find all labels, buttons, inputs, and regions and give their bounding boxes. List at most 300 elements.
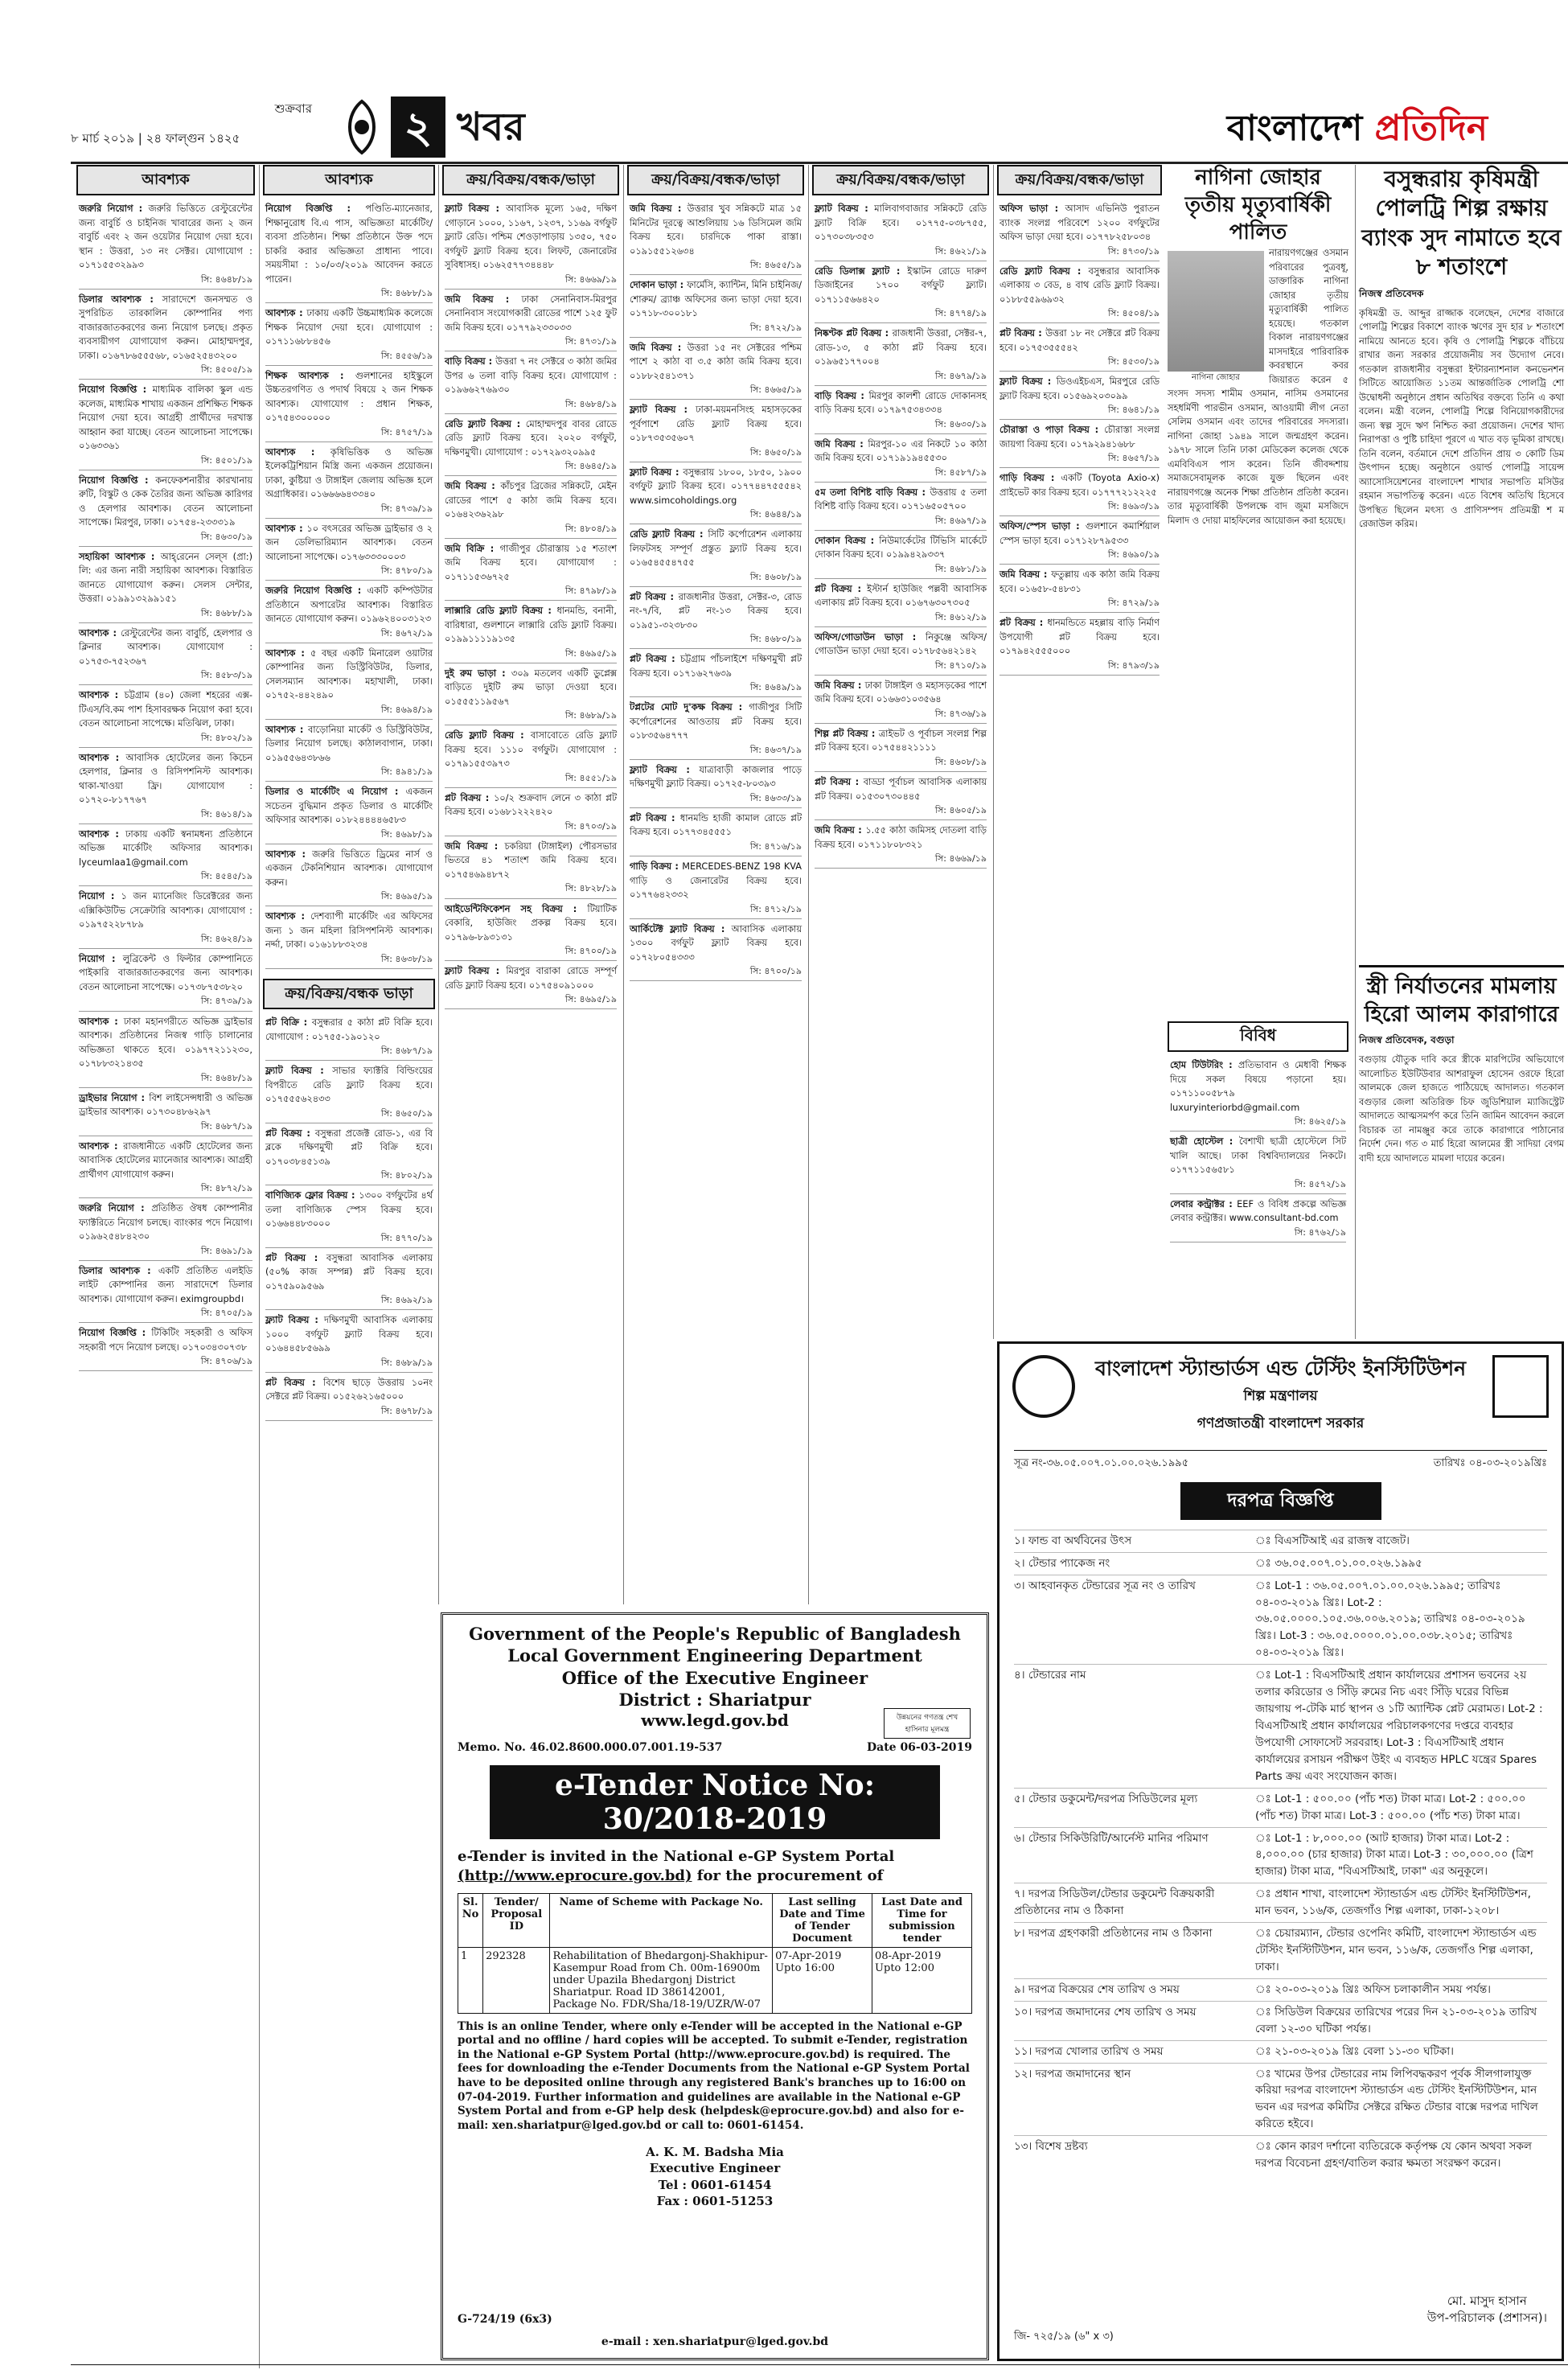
ad-lead: ফ্ল্যাট বিক্রয় : (815, 203, 875, 214)
ad-text: MERCEDES-BENZ 198 KVA গাড়ি ও জেনারেটর বিক্রয় হবে। ০১৭৭৬৪২৩৩২ (630, 861, 802, 901)
masthead (71, 90, 1568, 164)
ad-lead: ডিলার আবশ্যক : (79, 294, 162, 305)
classified-ad (815, 724, 987, 772)
ad-code: সি: ৪৬৪৯/১৯ (749, 682, 802, 693)
ad-text: মালিবাগবাজার সন্নিকটে রেডি ফ্ল্যাট বিক্রি হবে। ০১৭৭৫-০৩৮৭৫৫, ০১৭৩০৩৮৩৫৩ (815, 203, 987, 242)
ad-code: সি: ৪৭৬২/১৯ (1294, 1226, 1346, 1238)
classified-ad (630, 524, 802, 587)
photo-caption: নাগিনা জোহার (1192, 373, 1240, 383)
tender-header (458, 1623, 972, 1711)
classified-ad (265, 519, 433, 581)
signer-title: Executive Engineer (649, 2161, 781, 2176)
ad-text: ডিওএইচএস, মিরপুরে রেডি ফ্ল্যাট বিক্রয় হবে। ০১৫৬৯২০৩০৯৯ (999, 376, 1160, 401)
ad-code: সি: ৪৫০১/১৯ (200, 454, 252, 466)
ad-code: সি: ৪৮৭২/১৯ (200, 1183, 252, 1194)
ad-code: সি: ৪৭১২/১৯ (749, 903, 802, 914)
ad-text: যাত্রাবাড়ী কাজলার পাড়ে দক্ষিণমুখী ফ্ল্যাট বিক্রয়। ০১৭২৫-৮০৩৯৩ (630, 764, 802, 790)
classified-ad (999, 516, 1160, 565)
classified-ad (999, 261, 1160, 324)
classified-ad (79, 949, 252, 1012)
table-header-row (458, 1893, 972, 1947)
classified-ad (445, 414, 617, 477)
classified-column-6 (997, 165, 1162, 679)
brand-part-black: বাংলাদেশ (1226, 108, 1375, 149)
column-rule (1355, 165, 1356, 1339)
notice-row-label: ৮। দরপত্র গ্রহণকারী প্রতিষ্ঠানের নাম ও ঠিকানা (1014, 1927, 1213, 1941)
ad-code: সি: ৪৭৭০/১৯ (380, 1232, 433, 1243)
classified-ad (815, 531, 987, 579)
ad-lead: আবশ্যক : (265, 308, 307, 319)
ad-code: সি: ৪৬৮৭/১৯ (200, 1120, 252, 1132)
signer-name: মো. মাসুদ হাসান (1447, 2294, 1527, 2308)
classified-ad (265, 303, 433, 366)
column-rule (808, 165, 809, 1604)
brand-part-red: প্রতিদিন (1374, 108, 1488, 149)
classified-ad (1170, 1132, 1346, 1194)
classified-ad (79, 1323, 252, 1371)
ad-list (442, 195, 619, 1012)
ad-text: ত্রাইভট ও পূর্বাচল সংলগ্ন শিল্প প্লট বিক্রয় হবে। ০১৭৫৪৪২১১১১ (815, 728, 987, 754)
ad-code: সি: ৪৬৮৯/১৯ (380, 1357, 433, 1368)
classified-ad (265, 1310, 433, 1373)
ad-text: টিকিটিং সহকারী ও অফিস সহকারী পদে নিয়োগ চলছে। ০১৭০৩৪৩০৭৩৮ (79, 1328, 253, 1353)
ad-text: আহ্‌রেনেন সেল্স (প্রা:) লি: এর জন্য নারী সহায়িকা আবশ্যক। বিস্তারিত জানতে যোগাযোগ করুন। সেলস সেন্টার, উত্তরা। ০১৯৯১৩২৯৯১৫১ (79, 551, 253, 605)
ad-code: সি: ৪৮০৪/১৯ (564, 523, 617, 534)
ad-code: সি: ৪৬৬৯/১৯ (564, 273, 617, 285)
classified-ad (265, 1373, 433, 1421)
classified-ad (265, 1061, 433, 1123)
ad-text: গুলশানে কমার্শিয়াল স্পেস ভাড়া হবে। ০১৭১২৮৭৯৫৩৩ (999, 521, 1160, 546)
ad-code: সি: ৪৬৭২/১৯ (380, 627, 433, 639)
ad-text: জরুরি ভিত্তিতে ড্রিমের নার্স ও একজন টেকনিশিয়ান আবশ্যক। যোগাযোগ করুন। (265, 848, 433, 888)
memo-date: Date 06-03-2019 (866, 1741, 972, 1755)
memo-number: Memo. No. 46.02.8600.000.07.001.19-537 (458, 1741, 723, 1755)
ad-lead: জমি বিক্রি : (445, 543, 500, 554)
notice-issuer: বাংলাদেশ স্ট্যান্ডার্ডস এন্ড টেস্টিং ইনস্টিটিউশন (1095, 1357, 1466, 1380)
ad-text: গুলশানের হাইস্কুলে উচ্চতরগণিত ও পদার্থ বিষয়ে ২ জন শিক্ষক আবশ্যক। যোগাযোগ : প্রধান শিক্ষক, ০১৭৫৪৩০০০০০ (265, 370, 433, 424)
ad-text: একটি প্রতিষ্ঠিত এলইডি লাইট কোম্পানির জন্য সারাদেশে ডিলার আবশ্যক। যোগাযোগ করুন। eximgroupbd। (79, 1265, 252, 1304)
notice-row-value: ঃ Lot-1 : ৩৬.০৫.০০৭.০১.০০.০২৬.১৯৯৫; তারিখঃ ০৪-০৩-২০১৯ খ্রিঃ। Lot-2 : ৩৬.০৫.০০০০.১০৫.৩৬.০০৬.২০১৯; তারিখঃ ০৪-০৩-২০১৯ খ্রিঃ। Lot-3 : ৩৬.০৫.০০০০.০১.০০.০৩৮.২০১৫; তারিখঃ ০৪-০৩-২০১৯ খ্রিঃ। (1255, 1579, 1525, 1660)
ad-list (76, 195, 255, 1374)
ad-lead: ফ্ল্যাট বিক্রয় : (265, 1315, 324, 1326)
table-header-cell: Sl. No (458, 1893, 483, 1947)
newspaper-logo (1227, 101, 1488, 160)
classified-ad (630, 856, 802, 919)
ad-code: সি: ৪৬২৪/১৯ (200, 933, 252, 944)
notice-row-value: ঃ কোন কারণ দর্শানো ব্যতিরেকে কর্তৃপক্ষ যে কোন অথবা সকল দরপত্র বিবেচনা গ্রহণ/বাতিল করার ক্ষমতা সংরক্ষণ করেন। (1255, 2140, 1532, 2171)
ad-text: চট্টগ্রাম পাঁচলাইশে দক্ষিণমুখী প্লট বিক্রয় হবে। ০১৭১৬২৭৬৩৯ (630, 654, 802, 679)
classified-ad (999, 372, 1160, 420)
signer-title: উপ-পরিচালক (প্রশাসন)। (1426, 2310, 1547, 2325)
ad-code: সি: ৪৬৫০/১৯ (380, 1107, 433, 1119)
ad-lead: রেডি ফ্ল্যাট বিক্রয় : (445, 418, 526, 429)
ad-code: সি: ৪৫০৪/১৯ (1107, 308, 1160, 319)
masthead-date-block (71, 100, 312, 150)
ad-text: উত্তরা ১৫ নং সেক্টরের পশ্চিম পাশে ২ কাঠা বা ৩.৫ কাঠা জমি বিক্রয় হবে। ০১৮৮২৫৪১৩৭১ (630, 342, 802, 381)
ad-lead: প্লট বিক্রয় : (630, 591, 679, 602)
column-heading: ক্রয়/বিক্রয়/বন্ধক/ভাড়া (442, 165, 619, 195)
ad-code: সি: ৪৫০৫/১৯ (200, 364, 252, 376)
classified-ad (79, 1088, 252, 1136)
ad-text: আবাসিক হোটেলের জন্য কিচেন হেলপার, ক্লিনার ও রিসিপশনিস্ট আবশ্যক। থাকা-খাওয়া ফ্রি। যোগাযোগ : ০১৭২০-৮১৭৭৬৭ (79, 752, 252, 806)
ad-code: সি: ৪৮০২/১৯ (380, 1170, 433, 1181)
ad-code: সি: ৪৬৪৫/১৯ (564, 461, 617, 472)
ad-text: ফতুল্লায় এক কাঠা জমি বিক্রয় হবে। ০১৬৫৮-৫৪৮৩১ (999, 569, 1160, 594)
column-rule (259, 165, 260, 2368)
classified-ad (630, 760, 802, 808)
ad-lead: আবশ্যক : (79, 828, 125, 840)
ad-text: একটি কম্পিউটার প্রতিষ্ঠানে অপারেটর আবশ্যক। বিস্তারিত জানতে যোগাযোগ করুন। ০১৯৬২৪০০৩১২৩ (265, 585, 433, 625)
ad-code: সি: ৪৬৪১/১৯ (1107, 405, 1160, 416)
ad-lead: ৫ম তলা বিশিষ্ট বাড়ি বিক্রয় : (815, 487, 930, 498)
news-article-hero-alom (1359, 965, 1564, 1165)
ad-lead: প্লট বিক্রয় : (265, 1377, 324, 1388)
ad-code: সি: ৪৬৫৭/১৯ (1107, 453, 1160, 464)
ad-text: ইস্টার্ন হাউজিং পল্লবী আবাসিক এলাকায় প্লট বিক্রয় হবে। ০১৬৭৬৩০৭৩০৫ (815, 583, 987, 609)
classified-ad (265, 844, 433, 907)
notice-government: গণপ্রজাতন্ত্রী বাংলাদেশ সরকার (1197, 1415, 1365, 1431)
notice-row-value: ঃ সিডিউল বিক্রয়ের তারিখের পরের দিন ২১-০৩-২০১৯ তারিখ বেলা ১২-৩০ ঘটিকা পর্যন্ত। (1255, 2005, 1537, 2035)
masthead-day: শুক্রবার (274, 101, 312, 116)
table-header-cell: Last selling Date and Time of Tender Document (773, 1893, 872, 1947)
ad-lead: আইডেন্টিফিকেশন সহ বিক্রয় : (445, 903, 588, 914)
ad-text: ঢাকা মহানগরীতে অভিজ্ঞ ড্রাইভার আবশ্যক। প্রতিষ্ঠানের নিজস্ব গাড়ি চালানোর অভিজ্ঞতা থাকতে হবে। ০১৯৭৭২১১২৩০, ০১৭৮৮৩২১৪৩৫ (79, 1016, 252, 1070)
table-cell: 1 (458, 1947, 483, 2013)
ad-code: সি: ৪৭৫৭/১৯ (380, 426, 433, 437)
tender-website[interactable]: www.legd.gov.bd (641, 1711, 789, 1731)
classified-ad (815, 772, 987, 820)
ad-text: ৩০৯ মতলেব একটি ডুপ্লেক্স বাড়িতে দুইটি রুম ভাড়া দেওয়া হবে। ০১৫৫৫১১৯৫৬৭ (445, 667, 617, 707)
table-header-cell: Last Date and Time for submission tender (872, 1893, 972, 1947)
ad-list (263, 1009, 435, 1424)
ad-code: সি: ৪৫৩০/১৯ (1107, 356, 1160, 368)
ad-code: সি: ৪৬৬৯/১৯ (934, 853, 987, 865)
table-body (458, 1947, 972, 2013)
ad-lead: জমি বিক্রয় : (815, 825, 866, 836)
notice-row (1014, 2040, 1547, 2063)
ad-lead: লাক্সারি রেডি ফ্ল্যাট বিক্রয় : (445, 606, 557, 617)
article-body (1168, 246, 1348, 528)
ad-code: সি: ৪৬৮০/১৯ (749, 634, 802, 645)
ad-code: সি: ৪৬৩৭/১৯ (749, 744, 802, 755)
notice-row (1014, 1922, 1547, 1978)
ad-lead: প্লট বিক্রি : (265, 1017, 312, 1029)
classified-ad (815, 199, 987, 261)
classified-ad (630, 587, 802, 650)
ad-text: ঢাকা সেনানিবাস-মিরপুর সেনানিবাস সংযোগকারী রোডের পাশে ১২৫ ফুট জমি বিক্রয় হবে। ০১৭৭৯২৩৩০৩৩ (445, 294, 617, 333)
column-heading: ক্রয়/বিক্রয়/বন্ধক/ভাড়া (812, 165, 989, 195)
ad-text: উত্তরার খুব সন্নিকটে মাত্র ১৫ মিনিটের দূরত্বে আশুলিয়ায় ১৬ ডিসিমেল জমি বিক্রয় হবে। চারদিকে পাকা রাস্তা। ০১৯১৫৫১২৬৩৪ (630, 203, 802, 257)
ad-lead: ডিলার আবশ্যক : (79, 1265, 158, 1276)
ad-text: পণ্ডিতি-ম্যানেজার, শিক্ষানুরোধ বি.এ পাস, অভিজ্ঞতা মার্কেটিং/ব্যবসা প্রতিষ্ঠান। শিক্ষা প্রতিষ্ঠানে উক্ত পদে চাকরি করার অভিজ্ঞতা প্রাধান্য পাবে। সময়সীমা : ১০/০৩/২০১৯ আবেদন করতে পারেন। (265, 203, 433, 285)
table-cell: 292328 (483, 1947, 550, 2013)
ad-text: ইস্কাটন রোডে দারুণ ডিজাইনের ১৭০০ বর্গফুট ফ্ল্যাট। ০১৭১১৫৬৬৪২০ (815, 265, 987, 305)
ad-code: সি: ৪৬৮৮/১৯ (200, 607, 252, 618)
classified-ad (79, 1261, 252, 1324)
ad-lead: শিক্ষক আবশ্যক : (265, 370, 355, 381)
classified-ad (815, 261, 987, 324)
ad-code: সি: ৪৬৪৮/১৯ (200, 273, 252, 285)
ad-lead: নিয়োগ : (79, 953, 123, 964)
column-heading: ক্রয়/বিক্রয়/বন্ধক/ভাড়া (997, 165, 1162, 195)
ad-lead: রেডি ফ্ল্যাট বিক্রয় : (445, 730, 531, 741)
tender-signature (458, 2144, 972, 2209)
section-title: খবর (457, 105, 525, 150)
ad-lead: ফ্ল্যাট বিক্রয় : (630, 466, 683, 478)
ad-text: প্রতিষ্ঠিত ঔষধ কোম্পানীর ফ্যাক্টরিতে নিয়োগ চলছে। ব্যাংকার পদে নিয়োগ। ০১৯৬২৫৪৮৪২৩০ (79, 1203, 252, 1242)
ad-text: কৃষিভিত্তিক ও অভিজ্ঞ ইলেকট্রিশিয়ান মিস্ত্রি জন্য একজন প্রয়োজন। ঢাকা, কুষ্টিয়া ও টাঙ্গাইল জেলায় অভিজ্ঞ হলে অগ্রাধিকার। ০১৬৬৬৬৪৩৩৪০ (265, 446, 433, 500)
ad-text: জরুরি ভিত্তিতে রেস্টুরেন্টের জন্য বাবুর্চি ও চাইনিজ খাবারের জন্য ২ জন বাবুর্চি এবং ২ জন ওয়েটার নিয়োগ দেয়া হবে। স্থান : উত্তরা, ১৩ নং সেক্টর। যোগাযোগ : ০১৭১৫৫৩২৯৯৩ (79, 203, 253, 270)
ad-code: সি: ৪৬৩০/১৯ (934, 418, 987, 429)
notice-title: দরপত্র বিজ্ঞপ্তি (1180, 1482, 1381, 1520)
notice-details (1014, 1530, 1547, 2175)
ad-code: সি: ৪৬৯৪/১৯ (380, 704, 433, 715)
classified-ad (79, 748, 252, 824)
ad-lead: ছাত্রী হোস্টেল : (1170, 1136, 1239, 1148)
ad-text: আবাসিক এলাকায় ১৩০০ বর্গফুট ফ্ল্যাট বিক্রয় হবে। ০১৭২৮০৫৪৩৩৩ (630, 923, 802, 963)
tender-intro (458, 1847, 972, 1887)
classified-ad (445, 899, 617, 962)
notice-row-label: ১। ফান্ড বা অর্থবিনের উৎস (1014, 1534, 1132, 1547)
misc-classifieds (1168, 1021, 1348, 1246)
ad-code: সি: ৪৬২৫/১৯ (1294, 1116, 1346, 1127)
classified-ad (79, 290, 252, 380)
ad-lead: দোকান ভাড়া : (630, 280, 688, 291)
notice-row (1014, 1552, 1547, 1575)
classified-ad (445, 788, 617, 836)
ad-text: ১৩০০ বর্গফুটের ৪র্থ তলা বাণিজ্যিক স্পেস বিক্রয় হবে। ০১৬৬৪৪৮৩০০০ (265, 1190, 433, 1230)
ad-text: প্রতিভাবান ও মেধাবী শিক্ষক দিয়ে সকল বিষয়ে পড়ানো হয়। ০১৭১১০০৫৮৭৯ luxuryinteriorbd@gmail.com (1170, 1060, 1346, 1113)
ad-lead: অফিস/স্পেস ভাড়া : (999, 521, 1086, 532)
ad-code: সি: ৪৬১৪/১৯ (200, 808, 252, 819)
ad-lead: জরুরি নিয়োগ বিজ্ঞপ্তি : (265, 585, 367, 597)
ad-text: মিরপুর বারাকা রোডে সম্পূর্ণ রেডি ফ্ল্যাট বিক্রয় হবে। ০১৭৫৪০৯১০০০ (445, 966, 617, 991)
ad-lead: আবশ্যক : (79, 1016, 124, 1027)
classified-ad (79, 886, 252, 949)
ad-code: সি: ৪৬৭৮/১৯ (380, 1405, 433, 1416)
notice-row (1014, 2063, 1547, 2136)
article-headline: বসুন্ধরায় কৃষিমন্ত্রী পোলট্রি শিল্প রক্ষায় ব্যাংক সুদ নামাতে হবে ৮ শতাংশে (1361, 166, 1562, 281)
classified-ad (630, 462, 802, 525)
notice-row (1014, 1664, 1547, 1787)
notice-row-label: ৩। আহবানকৃত টেন্ডারের সূত্র নং ও তারিখ (1014, 1579, 1196, 1592)
ad-text: ৫ বছর একটি মিনারেল ওয়াটার কোম্পানির জন্য ডিস্ট্রিবিউটর, ডিলার, সেলসম্যান আবশ্যক। মহাখালী, ঢাকা। ০১৭৫২-৪৪২৪৯০ (265, 647, 433, 701)
ad-code: সি: ৪৬০৮/১৯ (934, 756, 987, 767)
notice-row-value: ঃ ২০-০৩-২০১৯ খ্রিঃ অফিস চলাকালীন সময় পর্যন্ত। (1255, 1982, 1491, 1996)
ad-code: সি: ৪৫৮৩/১৯ (200, 670, 252, 681)
classified-ad (999, 565, 1160, 613)
classified-ad (265, 199, 433, 303)
ad-code: সি: ৪৬০৮/১৯ (749, 571, 802, 582)
ad-lead: দোকান বিক্রয় : (815, 535, 880, 546)
ad-lead: জমি বিক্রয় : (445, 481, 501, 492)
ad-code: সি: ৪৭৭৪/১৯ (934, 308, 987, 319)
classified-ad (1170, 1055, 1346, 1132)
classified-ad (815, 386, 987, 434)
classified-ad (265, 1012, 433, 1061)
ad-code: সি: ৪৬৮৭/১৯ (380, 1045, 433, 1057)
ad-text: গাজীপুর সিটি কর্পোরেশনের আওতায় প্লট বিক্রয় হবে। ০১৮৩৫৬৪৭৭৭ (630, 702, 802, 741)
classified-column-1 (76, 165, 255, 1374)
ad-lead: প্লট বিক্রয় : (999, 618, 1048, 629)
ad-lead: টপ্লটের মোট দু'কক্ষ বিক্রয় : (630, 702, 749, 713)
ad-lead: গাড়ি বিক্রয় : (999, 473, 1061, 484)
ad-lead: রেডি ডিলাক্স ফ্ল্যাট : (815, 265, 908, 277)
ad-text: চৌরাস্তা সংলগ্ন জায়গা বিক্রয় হবে। ০১৭৯২৯৪১৬৮৮ (999, 425, 1160, 450)
ad-lead: বাড়ি বিক্রয় : (445, 356, 496, 368)
ad-lead: আবশ্যক : (79, 690, 125, 701)
ad-code: সি: ৪৭০৩/১৯ (564, 820, 617, 832)
ad-text: উত্তরা ৭ নং সেক্টরে ৩ কাঠা জমির উপর ৬ তলা বাড়ি বিক্রয় হবে। যোগাযোগ : ০১৯৬৬২৭৬৯৩০ (445, 356, 617, 396)
notice-row-value: ঃ বিএসটিআই এর রাজস্ব বাজেট। (1255, 1534, 1410, 1547)
ad-lead: প্লট বিক্রয় : (630, 812, 680, 824)
ad-text: ঢাকা-ময়মনসিংহ মহাসড়কের পূর্বপাশে রেডি ফ্ল্যাট বিক্রয় হবে। ০১৮৭৩৫৩৫৬০৭ (630, 405, 802, 444)
ad-lead: জমি বিক্রয় : (815, 438, 868, 450)
ad-text: আবাসিক মূল্যে ১৬৫, দক্ষিণ গোড়ানে ১০০০, ১১৬৭, ১২৩৭, ১১৬৯ বর্গফুট ফ্ল্যাট রেডি। পশ্চিম শেওড়াপাড়ায় ১৩৫০, ৭৫০ বর্গফুট ফ্ল্যাট বিক্রয় হবে। লিফট, জেনারেটর সুবিধাসহ। ০১৬২৫৭৭৩৪৪৪৮ (445, 203, 617, 270)
ad-code: সি: ৪৬৪৮/১৯ (200, 1072, 252, 1083)
classified-ad (445, 961, 617, 1009)
ad-text: দেশব্যাপী মার্কেটিং এর অফিসের জন্য ১ জন মহিলা রিসিপশনিস্ট আবশ্যক। নর্দ্দা, ঢাকা। ০১৬১৮৮৩২৩৪ (265, 911, 433, 951)
classified-ad (815, 676, 987, 724)
ad-lead: নিয়োগ বিজ্ঞপ্তি : (79, 1328, 152, 1339)
classified-ad (265, 782, 433, 844)
classified-ad (445, 290, 617, 352)
ad-code: সি: ৪৬৯৫/১৯ (564, 647, 617, 659)
classified-ad (79, 623, 252, 686)
ad-code: সি: ৪৭৮০/১৯ (380, 565, 433, 577)
ad-text: আসাদ এভিনিউ পুরাতন ব্যাংক সংলগ্ন পরিবেশে ১২০০ বর্গফুটের অফিস ভাড়া দেয়া হবে। ০১৭৭৮২৫৮০৩৪ (999, 203, 1160, 242)
ad-lead: শিল্প প্লট বিক্রয় : (815, 728, 879, 739)
ad-lead: আবশ্যক : (79, 1140, 124, 1152)
ad-text: সারাদেশে জনসম্মত ও সুপরিচিত তারকালিন কোম্পানির পণ্য বাজারজাতকরণের জন্য নিয়োগ চলছে। প্রকৃত ব্যবসায়ীগণ যোগাযোগ করুন। মোহাম্মদপুর, ঢাকা। ০১৬৭৮৬৫৫৫৬৮, ০১৬৫২৫৪৩২০০ (79, 294, 252, 361)
classified-ad (265, 643, 433, 720)
ad-text: ১ জন ম্যানেজিং ডিরেক্টরের জন্য এক্সিকিউটিভ সেক্রেটারি আবশ্যক। যোগাযোগ : ০১৯৭৫২২৮৭৮৯ (79, 891, 252, 930)
classified-ad (265, 366, 433, 442)
ad-code: সি: ৪৬৫০/১৯ (749, 446, 802, 458)
notice-row (1014, 1575, 1547, 1665)
portrait-photo (1168, 251, 1264, 372)
notice-row-label: ১০। দরপত্র জমাদানের শেষ তারিখ ও সময় (1014, 2005, 1197, 2019)
classified-ad (79, 470, 252, 547)
tender-email[interactable]: e-mail : xen.shariatpur@lged.gov.bd (601, 2335, 829, 2348)
ad-code: সি: ৪৫৫১/১৯ (564, 772, 617, 783)
ad-text: মিরপুর-১০ এর নিকটে ১০ কাঠা জমি বিক্রয় হবে। ০১৭১৯১৯৪৫৫৩০ (815, 438, 987, 464)
ad-text: টিয়াটিক বেকারি, হাউজিং প্রকল্প বিক্রয় হবে। ০১৭৯৬-৮৯৩১৩১ (445, 903, 617, 943)
classified-column-3 (442, 165, 619, 1012)
ad-text: মোহাম্মদপুর বাবর রোডে রেডি ফ্ল্যাট বিক্রয় হবে। ২০২০ বর্গফুট, দক্ষিণমুখী। যোগাযোগ : ০১৭২৯৩২০৯৯৫ (445, 418, 617, 458)
ad-text: বসুন্ধরা আবাসিক এলাকায় (৫০% কাজ সম্পন্ন) প্লট বিক্রয় হবে। ০১৭৫৯০৯৫৬৯ (265, 1252, 433, 1292)
ad-code: সি: ৪৬৮৮/১৯ (380, 288, 433, 298)
ad-code: সি: ৪৬৭৯/১৯ (934, 370, 987, 381)
notice-row-value: ঃ খামের উপর টেন্ডারের নাম লিপিবদ্ধকরণ পূর্বক সীলগালাযুক্ত করিয়া দরপত্র বাংলাদেশ স্ট্যান্ডার্ডস এন্ড টেস্টিং ইনস্টিটিউশন, মান ভবন এর দরপত্র কমিটির সেক্টরে রক্ষিত টেন্ডার বাক্সে দরপত্র দাখিল করিতে হইবে। (1255, 2067, 1538, 2131)
ad-text: চকরিয়া (টাঙ্গাইল) পৌরসভার ভিতরে ৪১ শতাংশ জমি বিক্রয় হবে। ০১৭৫৪৬৯৪৮৭২ (445, 840, 617, 880)
classified-ad (815, 434, 987, 483)
ad-text: নিউমার্কেটের টিভিসি মার্কেটে দোকান বিক্রয় হবে। ০১৯৯৪২৯৩৩৭ (815, 535, 987, 561)
ad-lead: প্লট বিক্রয় : (265, 1127, 315, 1139)
table-row (458, 1947, 972, 2013)
ad-text: বাসাবোতে রেডি ফ্ল্যাট বিক্রয় হবে। ১১১০ বর্গফুট। যোগাযোগ : ০১৭৯১৫৫৩৯৭৩ (445, 730, 617, 770)
notice-row-label: ৫। টেন্ডার ডকুমেন্ট/দরপত্র সিডিউলের মূল্য (1014, 1792, 1198, 1805)
ad-code: সি: ৪৮০২/১৯ (200, 732, 252, 743)
ad-text: কাঁচপুর ব্রিজের সন্নিকটে, মেইন রোডের পাশে ৫ কাঠা জমি বিক্রয় হবে। ০১৬৪২৩৬২৯৮ (445, 481, 617, 520)
table-cell: 08-Apr-2019 Upto 12:00 (872, 1947, 972, 2013)
column-heading: বিবিধ (1168, 1021, 1348, 1052)
ad-code: সি: ৪৭২২/১৯ (749, 322, 802, 333)
ad-code: সি: ৪৬৪৪/১৯ (749, 509, 802, 520)
ad-text: ধানমন্ডিতে মহল্লায় বাড়ি নির্মাণ উপযোগী প্লট বিক্রয় হবে। ০১৭৯৪২৫৫৫০০০ (999, 618, 1160, 657)
ad-lead: জমি বিক্রয় : (445, 294, 522, 305)
classified-ad (445, 199, 617, 290)
classified-ad (445, 663, 617, 726)
notice-row-label: ৭। দরপত্র সিডিউল/টেন্ডার ডকুমেন্ট বিক্রয়কারী প্রতিষ্ঠানের নাম ও ঠিকানা (1014, 1887, 1215, 1918)
ad-lead: ড্রাইভার নিয়োগ : (79, 1092, 150, 1103)
classified-ad (630, 919, 802, 982)
ad-text: ধানমন্ডি, বনানী, বারিধারা, গুলশানে লাক্সারি রেডি ফ্ল্যাট বিক্রয়। ০১৯৯১১১১৯১৩৫ (445, 606, 617, 645)
ad-code: সি: ৪৮২৮/১৯ (564, 883, 617, 894)
column-heading: ক্রয়/বিক্রয়/বন্ধক/ভাড়া (627, 165, 804, 195)
ad-lead: আবশ্যক : (265, 647, 310, 659)
ad-lead: প্লট বিক্রয় : (265, 1252, 326, 1263)
page-bottom-rule (71, 2364, 1568, 2365)
classified-ad (1170, 1194, 1346, 1242)
notice-row (1014, 2135, 1547, 2175)
ad-text: উত্তরায় ৫ তলা বিশিষ্ট বাড়ি বিক্রয় হবে। ০১৭১৬৫০৫৭০০ (815, 487, 987, 512)
ad-lead: ফ্ল্যাট বিক্রয় : (630, 405, 696, 416)
ad-code: সি: ৪৭৩৬/১৯ (934, 708, 987, 719)
lged-etender-notice (441, 1612, 989, 2360)
memo-date: তারিখঃ ০৪-০৩-২০১৯খ্রিঃ (1433, 1456, 1547, 1469)
ad-lead: নিয়োগ বিজ্ঞপ্তি : (265, 203, 366, 214)
classified-ad (630, 649, 802, 697)
ad-code: সি: ৪৫৫৬/১৯ (380, 350, 433, 361)
classified-ad (999, 323, 1160, 372)
classified-ad (815, 483, 987, 531)
ad-code: সি: ৪৭৯৮/১৯ (564, 585, 617, 597)
signer-name: A. K. M. Badsha Mia (646, 2145, 784, 2160)
ornament-icon (338, 98, 386, 156)
ad-text: ঢাকায় একটি স্বনামধন্য প্রতিষ্ঠানে অভিজ্ঞ মার্কেটিং অফিসার আবশ্যক। lyceumlaa1@gmail.com (79, 828, 252, 868)
classified-ad (79, 547, 252, 623)
ad-text: রেস্টুরেন্টের জন্য বাবুর্চি, হেলপার ও ক্লিনার আবশ্যক। যোগাযোগ : ০১৭৫৩-৭৫২৩৬৭ (79, 627, 252, 667)
ad-text: ধানমন্ডি হাজী কামাল রোডে প্লট বিক্রয় হবে। ০১৭৭৩৪৫৫৫১ (630, 812, 802, 838)
eprocure-link[interactable]: (http://www.eprocure.gov.bd) (458, 1867, 692, 1885)
ad-text: বসুন্ধরার আবাসিক এলাকায় ৩ বেড, ৪ বাথ রেডি ফ্ল্যাট বিক্রয়। ০১৮৮৫৫৯৬৯৩২ (999, 265, 1160, 305)
ad-code: সি: ৪৬৯৫/১৯ (380, 891, 433, 902)
ad-lead: নিয়োগ বিজ্ঞপ্তি : (79, 474, 156, 486)
slogan-stamp: উন্নয়নের গণতন্ত্র শেখ হাসিনার মূলমন্ত্র (884, 1708, 971, 1739)
ad-text: সিটি কর্পোরেশন এলাকায় লিফটসহ সম্পূর্ণ প্রস্তুত ফ্ল্যাট বিক্রয় হবে। ০১৬৫৪৫৫৪৭৫৫ (630, 529, 802, 569)
classified-ad (79, 1198, 252, 1261)
ad-code: সি: ৪৬৩৮/১৯ (380, 953, 433, 964)
ad-code: সি: ৪৭০৫/১৯ (200, 1308, 252, 1319)
ad-lead: ফ্ল্যাট বিক্রয় : (265, 1066, 333, 1077)
classified-ad (445, 539, 617, 602)
notice-reference: জি- ৭২৫/১৯ (৬" x ৩) (1014, 2331, 1114, 2343)
classified-ad (815, 627, 987, 676)
ad-lead: নিয়োগ : (79, 891, 121, 902)
ad-code: সি: ৪৬৯১/১৯ (200, 1245, 252, 1256)
ad-lead: প্লট বিক্রয় : (815, 777, 864, 788)
ad-text: বসুন্ধরার ৫ কাঠা প্লট বিক্রি হবে। যোগাযোগ : ০১৭৫৫-১৯০১২০ (265, 1017, 433, 1042)
classified-ad (445, 351, 617, 414)
ad-code: সি: ৪৬২১/১৯ (934, 245, 987, 257)
classified-ad (999, 420, 1160, 468)
page-number: ২ (391, 97, 445, 158)
ad-lead: জরুরি নিয়োগ : (79, 1203, 152, 1214)
notice-row (1014, 1978, 1547, 2001)
ad-lead: ফ্ল্যাট বিক্রয় : (445, 203, 507, 214)
notice-row-value: ঃ Lot-1 : ৮,০০০.০০ (আট হাজার) টাকা মাত্র। Lot-2 : ৪,০০০.০০ (চার হাজার) টাকা মাত্র। Lot-3 : ৩০,০০০.০০ (ত্রিশ হাজার) টাকা মাত্র, "বিএসটিআই, ঢাকা" এর অনুকূলে। (1255, 1831, 1533, 1879)
